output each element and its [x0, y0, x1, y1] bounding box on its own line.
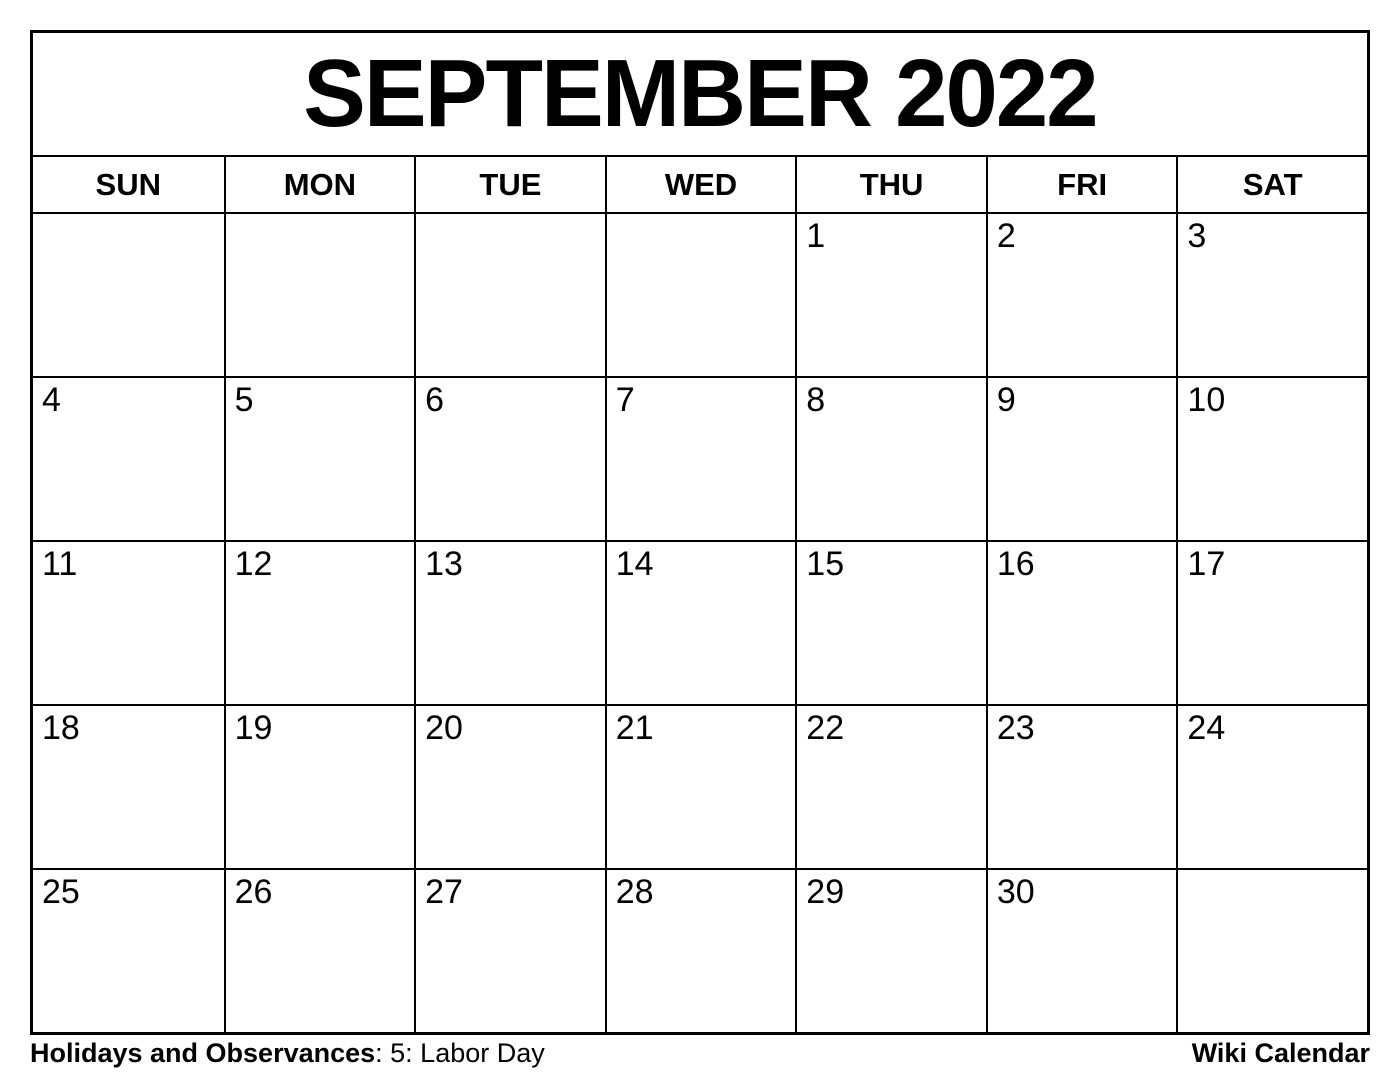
day-cell-25	[33, 868, 224, 1032]
day-cell-8	[795, 376, 986, 540]
day-number: 5	[234, 381, 254, 419]
day-number: 29	[806, 873, 845, 911]
day-cell-12	[224, 540, 415, 704]
day-cell-15	[795, 540, 986, 704]
weekday-header-sat: SAT	[1176, 157, 1367, 212]
day-number: 24	[1187, 709, 1226, 747]
day-cell-24	[1176, 704, 1367, 868]
day-number: 12	[234, 545, 273, 583]
day-number: 4	[42, 381, 61, 419]
day-number: 22	[806, 709, 845, 747]
day-number: 9	[996, 381, 1016, 419]
day-number: 27	[425, 873, 463, 911]
day-cell-4	[33, 376, 224, 540]
brand-label: Wiki Calendar	[1191, 1038, 1370, 1068]
day-cell-6	[414, 376, 605, 540]
day-number: 23	[996, 709, 1035, 747]
day-number: 2	[996, 217, 1016, 255]
calendar-grid	[33, 212, 1367, 1032]
day-number: 14	[615, 545, 654, 583]
day-number: 16	[996, 545, 1035, 583]
day-number: 10	[1187, 381, 1226, 419]
day-cell-empty	[1176, 868, 1367, 1032]
calendar	[30, 30, 1370, 1035]
day-cell-30	[986, 868, 1177, 1032]
day-cell-empty	[605, 212, 796, 376]
day-cell-3	[1176, 212, 1367, 376]
day-cell-empty	[224, 212, 415, 376]
weekday-header-wed: WED	[605, 157, 796, 212]
day-number: 28	[615, 873, 654, 911]
day-cell-16	[986, 540, 1177, 704]
holidays-label: Holidays and Observances	[30, 1038, 376, 1068]
day-number: 6	[425, 381, 445, 419]
holidays-note	[30, 1038, 545, 1068]
day-cell-1	[795, 212, 986, 376]
day-cell-27	[414, 868, 605, 1032]
day-cell-22	[795, 704, 986, 868]
day-cell-10	[1176, 376, 1367, 540]
day-cell-empty	[33, 212, 224, 376]
weekday-header-fri: FRI	[986, 157, 1177, 212]
weekday-header-row	[33, 155, 1367, 212]
day-number: 18	[42, 709, 80, 747]
day-cell-empty	[414, 212, 605, 376]
day-number: 8	[806, 381, 826, 419]
day-number: 21	[615, 709, 654, 747]
day-number: 30	[996, 873, 1035, 911]
weekday-header-thu: THU	[795, 157, 986, 212]
day-cell-18	[33, 704, 224, 868]
day-cell-20	[414, 704, 605, 868]
day-cell-17	[1176, 540, 1367, 704]
weekday-header-sun: SUN	[95, 166, 161, 202]
day-cell-5	[224, 376, 415, 540]
day-number: 1	[806, 217, 826, 255]
day-cell-23	[986, 704, 1177, 868]
day-number: 19	[234, 709, 273, 747]
day-cell-7	[605, 376, 796, 540]
day-number: 13	[425, 545, 463, 583]
day-number: 25	[42, 873, 80, 911]
weekday-header-mon: MON	[224, 157, 415, 212]
day-number: 20	[425, 709, 463, 747]
day-number: 11	[42, 545, 78, 583]
day-cell-13	[414, 540, 605, 704]
title-row	[33, 33, 1367, 155]
day-cell-28	[605, 868, 796, 1032]
day-cell-2	[986, 212, 1177, 376]
footer	[30, 1038, 1370, 1068]
day-number: 7	[615, 381, 635, 419]
day-cell-9	[986, 376, 1177, 540]
day-cell-19	[224, 704, 415, 868]
month-title: SEPTEMBER 2022	[303, 40, 1097, 147]
day-number: 17	[1187, 545, 1226, 583]
day-number: 15	[806, 545, 845, 583]
holidays-value: : 5: Labor Day	[375, 1038, 545, 1068]
weekday-header-tue: TUE	[414, 157, 605, 212]
day-number: 26	[234, 873, 273, 911]
day-number: 3	[1187, 217, 1207, 255]
day-cell-26	[224, 868, 415, 1032]
day-cell-21	[605, 704, 796, 868]
day-cell-14	[605, 540, 796, 704]
day-cell-11	[33, 540, 224, 704]
day-cell-29	[795, 868, 986, 1032]
